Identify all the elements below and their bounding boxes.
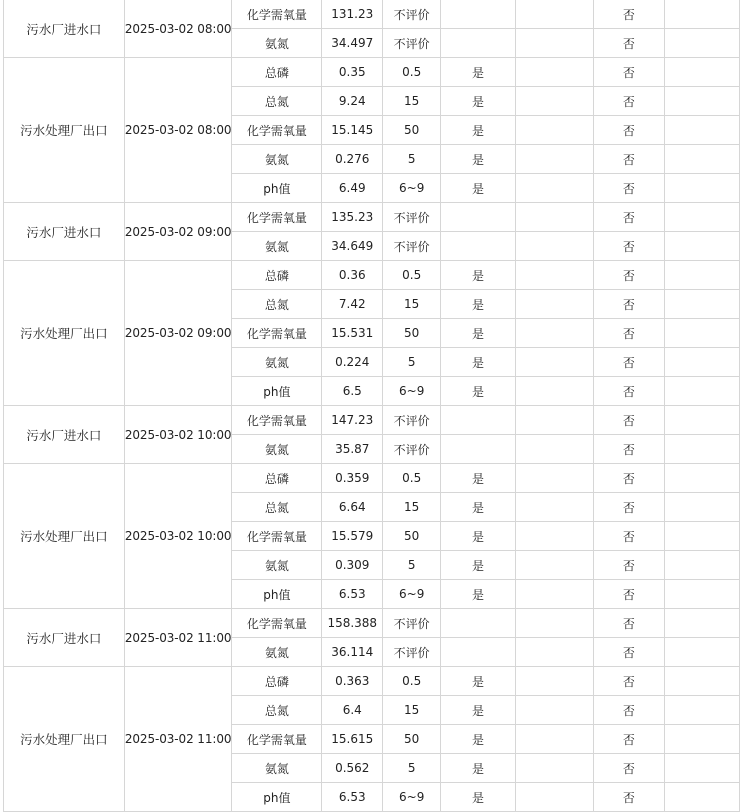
exceedance-cell: 否 (593, 725, 665, 754)
empty-cell (665, 464, 740, 493)
measured-value-cell: 158.388 (322, 609, 383, 638)
empty-cell (515, 551, 593, 580)
compliance-cell: 是 (441, 464, 516, 493)
empty-cell (515, 0, 593, 29)
table-row (4, 406, 740, 435)
standard-limit-cell: 5 (383, 145, 441, 174)
measured-value-cell: 15.531 (322, 319, 383, 348)
compliance-cell: 是 (441, 348, 516, 377)
measured-value-cell: 147.23 (322, 406, 383, 435)
pollutant-cell: ph值 (232, 174, 322, 203)
table-body (4, 0, 740, 812)
exceedance-cell: 否 (593, 551, 665, 580)
empty-cell (665, 145, 740, 174)
exceedance-cell: 否 (593, 377, 665, 406)
standard-limit-cell: 0.5 (383, 464, 441, 493)
exceedance-cell: 否 (593, 493, 665, 522)
empty-cell (515, 493, 593, 522)
measured-value-cell: 36.114 (322, 638, 383, 667)
site-name-cell: 污水处理厂出口 (4, 667, 125, 812)
exceedance-cell: 否 (593, 232, 665, 261)
compliance-cell (441, 435, 516, 464)
empty-cell (665, 58, 740, 87)
empty-cell (515, 58, 593, 87)
standard-limit-cell: 0.5 (383, 261, 441, 290)
measured-value-cell: 7.42 (322, 290, 383, 319)
monitor-time-cell: 2025-03-02 09:00 (124, 261, 232, 406)
standard-limit-cell: 不评价 (383, 406, 441, 435)
empty-cell (665, 377, 740, 406)
measured-value-cell: 0.224 (322, 348, 383, 377)
measured-value-cell: 9.24 (322, 87, 383, 116)
exceedance-cell: 否 (593, 29, 665, 58)
standard-limit-cell: 不评价 (383, 435, 441, 464)
site-name-cell: 污水处理厂出口 (4, 58, 125, 203)
monitor-time-cell: 2025-03-02 09:00 (124, 203, 232, 261)
standard-limit-cell: 50 (383, 116, 441, 145)
empty-cell (665, 87, 740, 116)
pollutant-cell: 氨氮 (232, 551, 322, 580)
empty-cell (515, 522, 593, 551)
exceedance-cell: 否 (593, 174, 665, 203)
exceedance-cell: 否 (593, 638, 665, 667)
standard-limit-cell: 15 (383, 493, 441, 522)
compliance-cell (441, 406, 516, 435)
empty-cell (515, 783, 593, 812)
exceedance-cell: 否 (593, 0, 665, 29)
empty-cell (515, 319, 593, 348)
empty-cell (665, 29, 740, 58)
measured-value-cell: 15.145 (322, 116, 383, 145)
measured-value-cell: 0.36 (322, 261, 383, 290)
exceedance-cell: 否 (593, 203, 665, 232)
empty-cell (515, 725, 593, 754)
compliance-cell: 是 (441, 754, 516, 783)
compliance-cell: 是 (441, 580, 516, 609)
pollutant-cell: 总氮 (232, 493, 322, 522)
empty-cell (515, 232, 593, 261)
empty-cell (515, 435, 593, 464)
monitor-time-cell: 2025-03-02 10:00 (124, 464, 232, 609)
empty-cell (515, 29, 593, 58)
empty-cell (665, 580, 740, 609)
standard-limit-cell: 不评价 (383, 203, 441, 232)
compliance-cell: 是 (441, 290, 516, 319)
pollutant-cell: 氨氮 (232, 435, 322, 464)
measured-value-cell: 34.497 (322, 29, 383, 58)
monitor-time-cell: 2025-03-02 10:00 (124, 406, 232, 464)
pollutant-cell: 氨氮 (232, 29, 322, 58)
empty-cell (665, 290, 740, 319)
pollutant-cell: 总氮 (232, 290, 322, 319)
measured-value-cell: 6.53 (322, 783, 383, 812)
measured-value-cell: 0.562 (322, 754, 383, 783)
empty-cell (665, 522, 740, 551)
monitor-time-cell: 2025-03-02 08:00 (124, 0, 232, 58)
pollutant-cell: 化学需氧量 (232, 406, 322, 435)
standard-limit-cell: 6~9 (383, 580, 441, 609)
exceedance-cell: 否 (593, 580, 665, 609)
pollutant-cell: 总磷 (232, 58, 322, 87)
compliance-cell: 是 (441, 87, 516, 116)
empty-cell (665, 783, 740, 812)
site-name-cell: 污水厂进水口 (4, 609, 125, 667)
pollutant-cell: 氨氮 (232, 638, 322, 667)
compliance-cell (441, 609, 516, 638)
measured-value-cell: 6.64 (322, 493, 383, 522)
exceedance-cell: 否 (593, 522, 665, 551)
compliance-cell: 是 (441, 174, 516, 203)
measured-value-cell: 15.579 (322, 522, 383, 551)
standard-limit-cell: 6~9 (383, 783, 441, 812)
monitoring-data-table (3, 0, 740, 812)
monitor-time-cell: 2025-03-02 11:00 (124, 609, 232, 667)
pollutant-cell: 总氮 (232, 87, 322, 116)
exceedance-cell: 否 (593, 58, 665, 87)
measured-value-cell: 0.309 (322, 551, 383, 580)
empty-cell (515, 174, 593, 203)
empty-cell (665, 725, 740, 754)
compliance-cell: 是 (441, 783, 516, 812)
empty-cell (665, 406, 740, 435)
compliance-cell: 是 (441, 58, 516, 87)
exceedance-cell: 否 (593, 290, 665, 319)
pollutant-cell: ph值 (232, 377, 322, 406)
exceedance-cell: 否 (593, 145, 665, 174)
exceedance-cell: 否 (593, 783, 665, 812)
pollutant-cell: 氨氮 (232, 232, 322, 261)
empty-cell (515, 696, 593, 725)
empty-cell (665, 0, 740, 29)
measured-value-cell: 34.649 (322, 232, 383, 261)
empty-cell (665, 203, 740, 232)
empty-cell (665, 232, 740, 261)
empty-cell (515, 609, 593, 638)
table-row (4, 0, 740, 29)
empty-cell (515, 290, 593, 319)
exceedance-cell: 否 (593, 319, 665, 348)
empty-cell (665, 348, 740, 377)
measured-value-cell: 0.363 (322, 667, 383, 696)
compliance-cell: 是 (441, 116, 516, 145)
pollutant-cell: 总磷 (232, 667, 322, 696)
measured-value-cell: 135.23 (322, 203, 383, 232)
empty-cell (515, 754, 593, 783)
exceedance-cell: 否 (593, 261, 665, 290)
compliance-cell (441, 29, 516, 58)
empty-cell (665, 696, 740, 725)
empty-cell (515, 348, 593, 377)
compliance-cell: 是 (441, 261, 516, 290)
measured-value-cell: 0.359 (322, 464, 383, 493)
empty-cell (665, 174, 740, 203)
empty-cell (515, 145, 593, 174)
standard-limit-cell: 5 (383, 348, 441, 377)
standard-limit-cell: 不评价 (383, 232, 441, 261)
pollutant-cell: 化学需氧量 (232, 116, 322, 145)
measured-value-cell: 131.23 (322, 0, 383, 29)
empty-cell (665, 638, 740, 667)
site-name-cell: 污水厂进水口 (4, 0, 125, 58)
exceedance-cell: 否 (593, 754, 665, 783)
pollutant-cell: 氨氮 (232, 145, 322, 174)
empty-cell (665, 261, 740, 290)
site-name-cell: 污水处理厂出口 (4, 261, 125, 406)
compliance-cell: 是 (441, 667, 516, 696)
exceedance-cell: 否 (593, 435, 665, 464)
site-name-cell: 污水厂进水口 (4, 203, 125, 261)
exceedance-cell: 否 (593, 667, 665, 696)
measured-value-cell: 35.87 (322, 435, 383, 464)
empty-cell (515, 667, 593, 696)
measured-value-cell: 0.35 (322, 58, 383, 87)
measured-value-cell: 6.4 (322, 696, 383, 725)
standard-limit-cell: 不评价 (383, 0, 441, 29)
standard-limit-cell: 不评价 (383, 609, 441, 638)
compliance-cell (441, 203, 516, 232)
measured-value-cell: 0.276 (322, 145, 383, 174)
table-row (4, 609, 740, 638)
measured-value-cell: 15.615 (322, 725, 383, 754)
table-row (4, 58, 740, 87)
compliance-cell (441, 232, 516, 261)
standard-limit-cell: 5 (383, 551, 441, 580)
empty-cell (515, 203, 593, 232)
compliance-cell: 是 (441, 551, 516, 580)
compliance-cell (441, 638, 516, 667)
standard-limit-cell: 15 (383, 87, 441, 116)
pollutant-cell: ph值 (232, 580, 322, 609)
empty-cell (515, 116, 593, 145)
exceedance-cell: 否 (593, 406, 665, 435)
pollutant-cell: 化学需氧量 (232, 725, 322, 754)
standard-limit-cell: 6~9 (383, 174, 441, 203)
compliance-cell: 是 (441, 522, 516, 551)
compliance-cell: 是 (441, 145, 516, 174)
measured-value-cell: 6.49 (322, 174, 383, 203)
compliance-cell: 是 (441, 377, 516, 406)
empty-cell (665, 551, 740, 580)
empty-cell (665, 609, 740, 638)
standard-limit-cell: 5 (383, 754, 441, 783)
standard-limit-cell: 0.5 (383, 58, 441, 87)
exceedance-cell: 否 (593, 464, 665, 493)
empty-cell (515, 377, 593, 406)
standard-limit-cell: 50 (383, 522, 441, 551)
standard-limit-cell: 不评价 (383, 29, 441, 58)
exceedance-cell: 否 (593, 696, 665, 725)
pollutant-cell: 化学需氧量 (232, 203, 322, 232)
compliance-cell: 是 (441, 319, 516, 348)
measured-value-cell: 6.5 (322, 377, 383, 406)
empty-cell (515, 406, 593, 435)
pollutant-cell: 氨氮 (232, 348, 322, 377)
standard-limit-cell: 50 (383, 725, 441, 754)
empty-cell (665, 319, 740, 348)
pollutant-cell: 总氮 (232, 696, 322, 725)
pollutant-cell: ph值 (232, 783, 322, 812)
exceedance-cell: 否 (593, 87, 665, 116)
pollutant-cell: 氨氮 (232, 754, 322, 783)
table-row (4, 203, 740, 232)
empty-cell (515, 261, 593, 290)
empty-cell (665, 667, 740, 696)
table-row (4, 261, 740, 290)
standard-limit-cell: 0.5 (383, 667, 441, 696)
pollutant-cell: 化学需氧量 (232, 0, 322, 29)
standard-limit-cell: 不评价 (383, 638, 441, 667)
pollutant-cell: 化学需氧量 (232, 522, 322, 551)
pollutant-cell: 化学需氧量 (232, 319, 322, 348)
empty-cell (515, 580, 593, 609)
empty-cell (665, 435, 740, 464)
pollutant-cell: 化学需氧量 (232, 609, 322, 638)
monitor-time-cell: 2025-03-02 08:00 (124, 58, 232, 203)
compliance-cell (441, 0, 516, 29)
measured-value-cell: 6.53 (322, 580, 383, 609)
standard-limit-cell: 15 (383, 696, 441, 725)
compliance-cell: 是 (441, 696, 516, 725)
monitor-time-cell: 2025-03-02 11:00 (124, 667, 232, 812)
site-name-cell: 污水处理厂出口 (4, 464, 125, 609)
compliance-cell: 是 (441, 493, 516, 522)
empty-cell (515, 87, 593, 116)
exceedance-cell: 否 (593, 348, 665, 377)
empty-cell (515, 638, 593, 667)
standard-limit-cell: 50 (383, 319, 441, 348)
exceedance-cell: 否 (593, 116, 665, 145)
empty-cell (665, 116, 740, 145)
pollutant-cell: 总磷 (232, 261, 322, 290)
site-name-cell: 污水厂进水口 (4, 406, 125, 464)
empty-cell (515, 464, 593, 493)
empty-cell (665, 754, 740, 783)
compliance-cell: 是 (441, 725, 516, 754)
pollutant-cell: 总磷 (232, 464, 322, 493)
standard-limit-cell: 6~9 (383, 377, 441, 406)
standard-limit-cell: 15 (383, 290, 441, 319)
table-row (4, 667, 740, 696)
empty-cell (665, 493, 740, 522)
exceedance-cell: 否 (593, 609, 665, 638)
table-row (4, 464, 740, 493)
